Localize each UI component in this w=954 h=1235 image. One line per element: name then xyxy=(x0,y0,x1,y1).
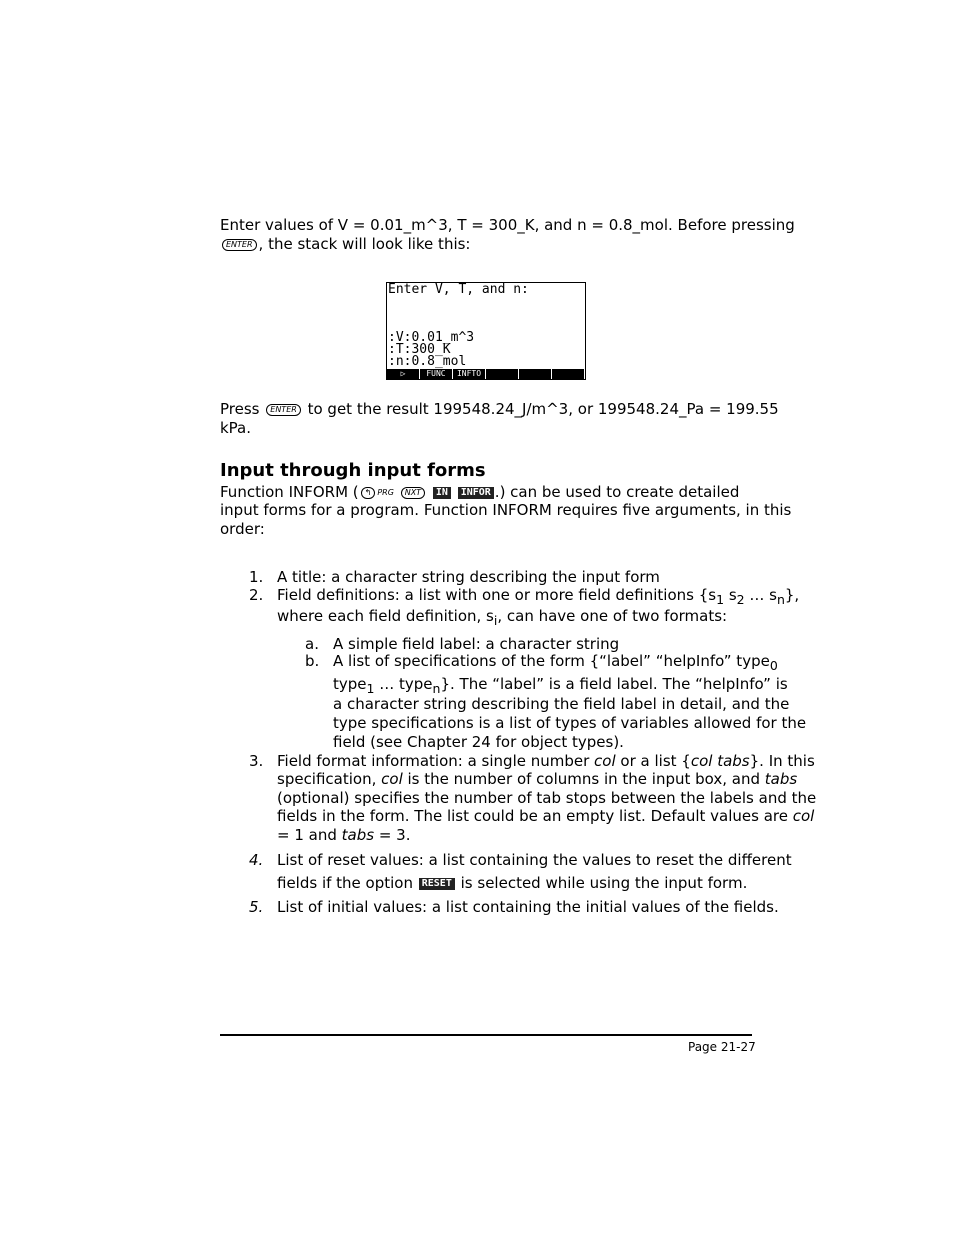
section-text-1a: Function INFORM ( xyxy=(220,483,359,501)
intro-line-1 xyxy=(220,216,795,235)
press-line-1 xyxy=(220,400,779,419)
list-item-4-line-2 xyxy=(277,874,747,893)
list-item-4-line-1: List of reset values: a list containing the values to reset the different xyxy=(277,851,792,869)
reset-softkey-icon: RESET xyxy=(419,878,455,890)
sublist-letter-b: b. xyxy=(305,652,320,670)
enter-key-icon-2: ENTER xyxy=(266,404,301,416)
i2b-a: where each field definition, s xyxy=(277,607,494,625)
i3b-1: specification, xyxy=(277,770,382,788)
i2-subn: n xyxy=(776,592,785,607)
i2-end: }, xyxy=(784,586,800,604)
list-number-5: 5. xyxy=(249,898,264,916)
list-item-3-line-3: (optional) specifies the number of tab stops between the labels and the xyxy=(277,789,817,807)
i2b-sub: i xyxy=(493,613,498,628)
list-item-3-line-2 xyxy=(277,770,797,789)
footer-rule xyxy=(220,1034,752,1036)
sublist-item-b-line-1 xyxy=(333,652,778,675)
sublist-letter-a: a. xyxy=(305,635,319,653)
ib2-sub1: 1 xyxy=(366,681,375,696)
list-number-2: 2. xyxy=(249,586,264,604)
i3a-col: col xyxy=(594,752,616,770)
i2a: Field definitions: a list with one or more field definitions {s xyxy=(277,586,717,604)
i3e-2: = 3. xyxy=(374,826,411,844)
lcd-line-2: :V:0.01_m^3 xyxy=(388,330,475,345)
list-number-4: 4. xyxy=(249,851,264,869)
section-text-1b: .) can be used to create detailed xyxy=(494,483,740,501)
list-item-3-line-1 xyxy=(277,752,815,771)
sublist-item-a: A simple field label: a character string xyxy=(333,635,620,653)
intro-text-2: , the stack will look like this: xyxy=(258,235,471,253)
i2b-b: , can have one of two formats: xyxy=(497,607,728,625)
list-item-3-line-5 xyxy=(277,826,410,845)
lcd-menu-key-4 xyxy=(486,369,519,379)
press-text-1: to get the result 199548.24_J/m^3, or 199548.24_Pa = 199.55 xyxy=(307,400,779,418)
list-item-3-line-4 xyxy=(277,807,814,826)
intro-text-1: Enter values of V = 0.01_m^3, T = 300_K, and n = 0.8_mol. Before pressing xyxy=(220,216,795,234)
press-word: Press xyxy=(220,400,260,418)
ib1-sub: 0 xyxy=(769,658,778,673)
list-item-2-line-1 xyxy=(277,586,799,609)
i3a-1: Field format information: a single number xyxy=(277,752,595,770)
list-number-1: 1. xyxy=(249,568,264,586)
sublist-item-b-line-4: type specifications is a list of types of variables allowed for the xyxy=(333,714,807,732)
i3d: fields in the form. The list could be an empty list. Default values are xyxy=(277,807,793,825)
i2-sub2: 2 xyxy=(736,592,745,607)
i3d-col: col xyxy=(792,807,815,825)
i3e-tabs: tabs xyxy=(341,826,375,844)
i2-s2: s xyxy=(724,586,737,604)
intro-line-2 xyxy=(220,235,470,254)
sublist-item-b-line-3: a character string describing the field label in detail, and the xyxy=(333,695,790,713)
nxt-key-icon: NXT xyxy=(401,487,425,499)
i3a-coltabs: col tabs xyxy=(690,752,750,770)
i3b-2: is the number of columns in the input box, and xyxy=(402,770,765,788)
i4b-2: is selected while using the input form. xyxy=(455,874,748,892)
section-line-2: input forms for a program. Function INFORM requires five arguments, in this xyxy=(220,501,792,519)
ib2-a: type xyxy=(333,675,367,693)
i3e-1: = 1 and xyxy=(277,826,342,844)
list-item-5: List of initial values: a list containing the initial values of the fields. xyxy=(277,898,779,916)
section-line-3: order: xyxy=(220,520,265,538)
left-shift-key-icon: ↰ xyxy=(361,487,376,499)
calculator-screen xyxy=(386,282,586,380)
i3a-2: or a list { xyxy=(615,752,691,770)
lcd-menu-key-6 xyxy=(552,369,585,379)
sublist-item-b-line-5: field (see Chapter 24 for object types). xyxy=(333,733,624,751)
i3b-tabs: tabs xyxy=(764,770,798,788)
press-line-2: kPa. xyxy=(220,419,252,437)
in-softkey-icon: IN xyxy=(433,487,451,499)
inform-softkey-icon: INFOR xyxy=(458,487,494,499)
list-number-3: 3. xyxy=(249,752,264,770)
section-line-1 xyxy=(220,483,739,502)
lcd-line-4: :n:0.8_mol xyxy=(388,354,467,369)
list-item-1: A title: a character string describing the input form xyxy=(277,568,660,586)
enter-key-icon: ENTER xyxy=(222,239,257,251)
list-item-2-line-2 xyxy=(277,607,727,630)
ib2-subn: n xyxy=(432,681,441,696)
lcd-menu-key-5 xyxy=(519,369,552,379)
section-heading: Input through input forms xyxy=(220,460,486,481)
i2-sub1: 1 xyxy=(716,592,725,607)
ib2-b: … type xyxy=(374,675,433,693)
i4b-1: fields if the option xyxy=(277,874,418,892)
i3a-3: }. In this xyxy=(749,752,815,770)
page-number: Page 21-27 xyxy=(688,1040,756,1054)
ib1-a: A list of specifications of the form {“label” “helpInfo” type xyxy=(333,652,770,670)
lcd-menu-key-1: ▷ xyxy=(387,369,420,379)
lcd-soft-menu xyxy=(387,369,585,379)
lcd-menu-key-3: INFTO xyxy=(453,369,486,379)
i3b-col: col xyxy=(381,770,403,788)
lcd-line-1: Enter V, T, and n: xyxy=(388,282,529,297)
ib2-c: }. The “label” is a field label. The “helpInfo” is xyxy=(440,675,788,693)
i2-dots: … s xyxy=(744,586,777,604)
lcd-menu-key-2: FUNC xyxy=(420,369,453,379)
lcd-line-3: :T:300_K xyxy=(388,342,451,357)
prg-key-label: PRG xyxy=(377,488,394,497)
